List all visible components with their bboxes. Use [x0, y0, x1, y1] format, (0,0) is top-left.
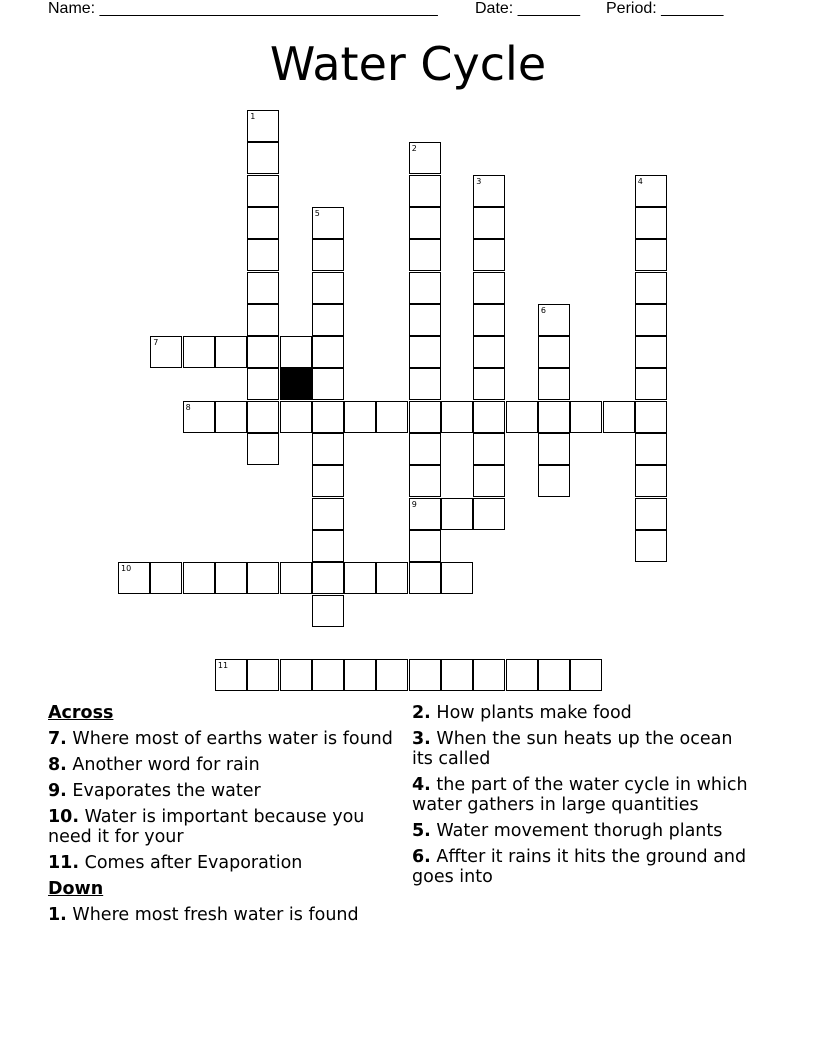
crossword-cell[interactable]: [538, 401, 570, 433]
cell-number: 10: [121, 564, 132, 574]
crossword-cell[interactable]: [247, 433, 279, 465]
crossword-cell[interactable]: [538, 368, 570, 400]
crossword-cell[interactable]: [473, 659, 505, 691]
clue-down-4: [412, 775, 757, 815]
clue-text: the part of the water cycle in which water gathers in large quantities: [412, 775, 748, 815]
clue-down-2: [412, 703, 757, 723]
crossword-cell[interactable]: [247, 239, 279, 271]
crossword-cell[interactable]: [538, 336, 570, 368]
clue-across-9: [48, 781, 393, 801]
crossword-cell[interactable]: [473, 368, 505, 400]
crossword-cell[interactable]: [280, 336, 312, 368]
clue-down-6: [412, 847, 757, 887]
cell-number: 3: [476, 176, 482, 186]
crossword-cell[interactable]: [506, 401, 538, 433]
date-field-label: Date: _______: [475, 0, 580, 17]
crossword-cell[interactable]: [312, 498, 344, 530]
crossword-cell[interactable]: [603, 401, 635, 433]
crossword-cell[interactable]: [247, 368, 279, 400]
crossword-cell[interactable]: [376, 659, 408, 691]
crossword-cell[interactable]: [473, 207, 505, 239]
name-field-label: Name: ______________________________________: [48, 0, 438, 17]
crossword-cell[interactable]: [409, 401, 441, 433]
crossword-cell[interactable]: [344, 401, 376, 433]
crossword-cell[interactable]: [312, 239, 344, 271]
crossword-cell[interactable]: [409, 659, 441, 691]
crossword-cell[interactable]: [215, 659, 247, 691]
crossword-cell[interactable]: [376, 401, 408, 433]
across-heading: Across: [48, 703, 114, 723]
clue-number: 8.: [48, 755, 67, 775]
clue-number: 10.: [48, 807, 80, 827]
crossword-cell[interactable]: [635, 304, 667, 336]
crossword-cell[interactable]: [409, 562, 441, 594]
period-field-label: Period: _______: [606, 0, 724, 17]
crossword-cell[interactable]: [344, 659, 376, 691]
crossword-cell[interactable]: [473, 239, 505, 271]
crossword-cell[interactable]: [441, 498, 473, 530]
crossword-cell[interactable]: [409, 336, 441, 368]
crossword-cell[interactable]: [635, 498, 667, 530]
crossword-cell[interactable]: [312, 659, 344, 691]
clue-text: Evaporates the water: [72, 781, 261, 801]
crossword-cell[interactable]: [409, 304, 441, 336]
crossword-cell[interactable]: [441, 401, 473, 433]
crossword-cell[interactable]: [247, 207, 279, 239]
crossword-cell[interactable]: [473, 465, 505, 497]
clue-number: 1.: [48, 905, 67, 925]
page-title: Water Cycle: [269, 37, 547, 91]
crossword-cell[interactable]: [247, 562, 279, 594]
crossword-cell[interactable]: [183, 562, 215, 594]
cell-number: 2: [411, 144, 417, 154]
clue-number: 3.: [412, 729, 431, 749]
crossword-cell[interactable]: [312, 530, 344, 562]
clue-down-3: [412, 729, 757, 769]
crossword-black-cell: [280, 368, 312, 400]
crossword-cell[interactable]: [376, 562, 408, 594]
crossword-cell[interactable]: [312, 562, 344, 594]
crossword-cell[interactable]: [409, 207, 441, 239]
crossword-cell[interactable]: [247, 336, 279, 368]
crossword-cell[interactable]: [635, 272, 667, 304]
crossword-cell[interactable]: [215, 336, 247, 368]
clue-across-8: [48, 755, 393, 775]
down-heading: Down: [48, 879, 104, 899]
crossword-cell[interactable]: [215, 562, 247, 594]
crossword-cell[interactable]: [538, 659, 570, 691]
crossword-cell[interactable]: [409, 368, 441, 400]
clue-number: 2.: [412, 703, 431, 723]
cell-number: 7: [153, 338, 159, 348]
crossword-cell[interactable]: [312, 304, 344, 336]
crossword-cell[interactable]: [635, 336, 667, 368]
crossword-cell[interactable]: [635, 368, 667, 400]
clue-text: Where most of earths water is found: [72, 729, 393, 749]
crossword-cell[interactable]: [409, 142, 441, 174]
crossword-cell[interactable]: [473, 498, 505, 530]
crossword-cell[interactable]: [635, 239, 667, 271]
crossword-cell[interactable]: [538, 304, 570, 336]
crossword-cell[interactable]: [312, 595, 344, 627]
clue-text: Comes after Evaporation: [84, 853, 303, 873]
crossword-cell[interactable]: [538, 433, 570, 465]
crossword-cell[interactable]: [312, 465, 344, 497]
crossword-cell[interactable]: [247, 401, 279, 433]
clue-down-1: [48, 905, 393, 925]
crossword-cell[interactable]: [280, 562, 312, 594]
crossword-cell[interactable]: [441, 562, 473, 594]
crossword-cell[interactable]: [473, 175, 505, 207]
clue-number: 5.: [412, 821, 431, 841]
crossword-cell[interactable]: [150, 562, 182, 594]
crossword-cell[interactable]: [312, 368, 344, 400]
cell-number: 5: [314, 208, 320, 218]
clue-text: Where most fresh water is found: [72, 905, 359, 925]
clue-number: 4.: [412, 775, 431, 795]
clue-text: When the sun heats up the ocean its called: [412, 729, 733, 769]
crossword-cell[interactable]: [635, 401, 667, 433]
clue-across-11: [48, 853, 393, 873]
clue-across-7: [48, 729, 393, 749]
crossword-cell[interactable]: [280, 401, 312, 433]
crossword-cell[interactable]: [635, 175, 667, 207]
crossword-cell[interactable]: [280, 659, 312, 691]
cell-number: 4: [637, 176, 643, 186]
crossword-cell[interactable]: [441, 659, 473, 691]
crossword-cell[interactable]: [570, 659, 602, 691]
crossword-cell[interactable]: [183, 336, 215, 368]
crossword-cell[interactable]: [344, 562, 376, 594]
crossword-cell[interactable]: [312, 433, 344, 465]
crossword-cell[interactable]: [247, 659, 279, 691]
crossword-cell[interactable]: [570, 401, 602, 433]
clue-number: 7.: [48, 729, 67, 749]
clue-text: Water movement thorugh plants: [436, 821, 723, 841]
crossword-cell[interactable]: [312, 207, 344, 239]
clue-number: 11.: [48, 853, 80, 873]
cell-number: 1: [250, 112, 256, 121]
crossword-cell[interactable]: [473, 272, 505, 304]
crossword-cell[interactable]: [312, 272, 344, 304]
crossword-cell[interactable]: [635, 207, 667, 239]
clue-text: Water is important because you need it for your: [48, 807, 365, 847]
crossword-cell[interactable]: [247, 304, 279, 336]
crossword-cell[interactable]: [473, 401, 505, 433]
clues-left-column: [48, 703, 393, 931]
crossword-cell[interactable]: [247, 272, 279, 304]
crossword-cell[interactable]: [215, 401, 247, 433]
cell-number: 11: [217, 661, 229, 671]
clues-right-column: [412, 703, 757, 893]
crossword-cell[interactable]: [635, 465, 667, 497]
crossword-cell[interactable]: [473, 433, 505, 465]
crossword-cell[interactable]: [247, 142, 279, 174]
crossword-cell[interactable]: [183, 401, 215, 433]
crossword-cell[interactable]: [473, 336, 505, 368]
clue-across-10: [48, 807, 393, 847]
crossword-cell[interactable]: [150, 336, 182, 368]
crossword-cell[interactable]: [118, 562, 150, 594]
crossword-cell[interactable]: [247, 110, 279, 142]
crossword-cell[interactable]: [409, 465, 441, 497]
cell-number: 9: [411, 499, 417, 509]
crossword-cell[interactable]: [506, 659, 538, 691]
clue-text: Another word for rain: [72, 755, 260, 775]
clue-down-5: [412, 821, 757, 841]
cell-number: 6: [540, 305, 546, 315]
crossword-cell[interactable]: [635, 433, 667, 465]
crossword-cell[interactable]: [409, 498, 441, 530]
crossword-cell[interactable]: [312, 336, 344, 368]
clue-number: 6.: [412, 847, 431, 867]
clue-text: How plants make food: [436, 703, 632, 723]
crossword-cell[interactable]: [247, 175, 279, 207]
clue-text: Affter it rains it hits the ground and goes into: [412, 847, 747, 887]
crossword-cell[interactable]: [635, 530, 667, 562]
crossword-cell[interactable]: [409, 239, 441, 271]
crossword-cell[interactable]: [538, 465, 570, 497]
crossword-cell[interactable]: [409, 530, 441, 562]
clue-number: 9.: [48, 781, 67, 801]
crossword-cell[interactable]: [409, 175, 441, 207]
crossword-cell[interactable]: [409, 272, 441, 304]
cell-number: 8: [185, 402, 191, 412]
crossword-cell[interactable]: [312, 401, 344, 433]
crossword-cell[interactable]: [473, 304, 505, 336]
crossword-cell[interactable]: [409, 433, 441, 465]
